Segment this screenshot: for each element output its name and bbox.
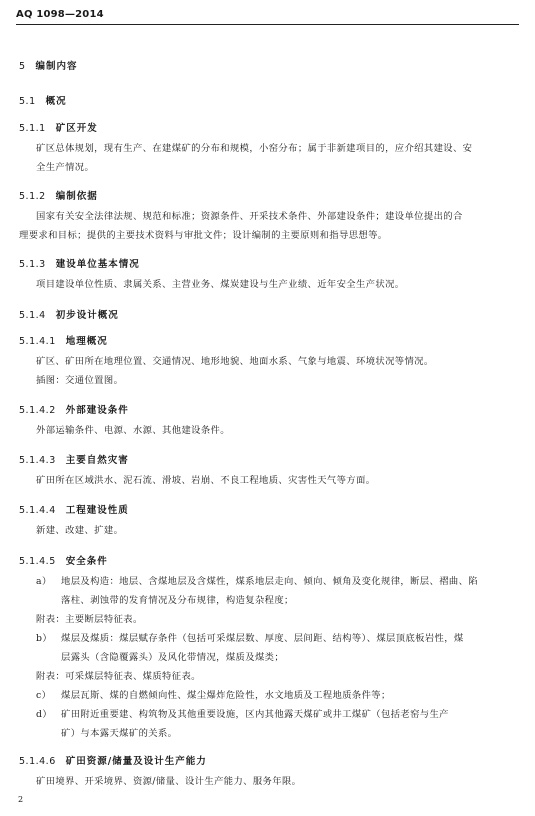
heading-number: 5.1.4.6	[19, 756, 56, 767]
heading-number: 5.1.4	[19, 310, 46, 321]
section-heading-5	[19, 58, 78, 72]
paragraph-line: 理要求和目标；提供的主要技术资料与审批文件；设计编制的主要原则和指导思想等。	[19, 230, 388, 241]
paragraph-line: 全生产情况。	[36, 162, 95, 173]
list-item-c	[36, 686, 516, 705]
list-text: 矿田附近重要建、构筑物及其他重要设施，区内其他露天煤矿或井工煤矿（包括老窑与生产	[61, 709, 449, 720]
heading-title: 主要自然灾害	[65, 455, 129, 466]
list-item-a	[36, 572, 516, 591]
heading-title: 概况	[45, 96, 67, 107]
heading-title: 矿田资源/储量及设计生产能力	[65, 756, 207, 767]
paragraph-line: 插图：交通位置图。	[36, 375, 124, 386]
heading-title: 安全条件	[65, 556, 108, 567]
paragraph-line: 矿区总体规划，现有生产、在建煤矿的分布和规模，小窑分布；属于非新建项目的，应介绍其建设、安	[36, 143, 473, 154]
heading-title: 外部建设条件	[65, 405, 129, 416]
list-text: 地层及构造：地层、含煤地层及含煤性，煤系地层走向、倾向、倾角及变化规律，断层、褶曲、陷	[61, 576, 478, 587]
heading-number: 5.1	[19, 96, 36, 107]
heading-5-1	[19, 93, 67, 107]
list-text-cont: 矿）与本露天煤矿的关系。	[61, 728, 178, 739]
heading-number: 5.1.1	[19, 123, 46, 134]
heading-5-1-4-6	[19, 753, 207, 767]
table-note: 附表：可采煤层特征表、煤质特征表。	[36, 671, 201, 682]
heading-5-1-4-1	[19, 333, 108, 347]
section-number: 5	[19, 61, 26, 72]
heading-5-1-1	[19, 120, 98, 134]
list-marker: b）	[36, 633, 53, 644]
heading-5-1-4-3	[19, 452, 129, 466]
heading-title: 初步设计概况	[55, 310, 119, 321]
header-rule	[16, 24, 519, 25]
list-text-cont: 层露头（含隐覆露头）及风化带情况，煤质及煤类；	[61, 652, 285, 663]
heading-title: 工程建设性质	[65, 505, 129, 516]
heading-5-1-4-2	[19, 402, 129, 416]
heading-5-1-3	[19, 256, 140, 270]
paragraph-line: 新建、改建、扩建。	[36, 525, 124, 536]
paragraph-line: 矿田所在区域洪水、泥石流、滑坡、岩崩、不良工程地质、灾害性天气等方面。	[36, 475, 376, 486]
heading-number: 5.1.4.2	[19, 405, 56, 416]
list-marker: d）	[36, 709, 53, 720]
list-marker: a）	[36, 576, 52, 587]
heading-number: 5.1.4.1	[19, 336, 56, 347]
heading-title: 地理概况	[65, 336, 108, 347]
heading-number: 5.1.2	[19, 191, 46, 202]
heading-5-1-2	[19, 188, 98, 202]
table-note: 附表：主要断层特征表。	[36, 614, 143, 625]
list-item-d	[36, 705, 516, 724]
paragraph-line: 矿田境界、开采境界、资源/储量、设计生产能力、服务年限。	[36, 776, 302, 787]
list-text: 煤层及煤质：煤层赋存条件（包括可采煤层数、厚度、层间距、结构等）、煤层顶底板岩性，煤	[61, 633, 464, 644]
list-marker: c）	[36, 690, 52, 701]
heading-5-1-4-5	[19, 553, 108, 567]
list-item-b	[36, 629, 516, 648]
heading-number: 5.1.3	[19, 259, 46, 270]
paragraph-line: 国家有关安全法律法规、规范和标准；资源条件、开采技术条件、外部建设条件；建设单位提出的合	[36, 211, 463, 222]
heading-title: 建设单位基本情况	[55, 259, 140, 270]
paragraph-line: 矿区、矿田所在地理位置、交通情况、地形地貌、地面水系、气象与地震、环境状况等情况。	[36, 356, 434, 367]
heading-number: 5.1.4.4	[19, 505, 56, 516]
paragraph-line: 外部运输条件、电源、水源、其他建设条件。	[36, 425, 230, 436]
heading-5-1-4	[19, 307, 119, 321]
paragraph-line: 项目建设单位性质、隶属关系、主营业务、煤炭建设与生产业绩、近年安全生产状况。	[36, 279, 405, 290]
list-text: 煤层瓦斯、煤的自燃倾向性、煤尘爆炸危险性，水文地质及工程地质条件等；	[61, 690, 391, 701]
heading-title: 矿区开发	[55, 123, 98, 134]
heading-number: 5.1.4.5	[19, 556, 56, 567]
heading-5-1-4-4	[19, 502, 129, 516]
list-text-cont: 落柱、剥蚀带的发育情况及分布规律，构造复杂程度；	[61, 595, 294, 606]
heading-number: 5.1.4.3	[19, 455, 56, 466]
heading-title: 编制依据	[55, 191, 98, 202]
standard-code-header: AQ 1098—2014	[16, 9, 104, 20]
section-title: 编制内容	[35, 61, 78, 72]
page-number: 2	[18, 795, 24, 804]
